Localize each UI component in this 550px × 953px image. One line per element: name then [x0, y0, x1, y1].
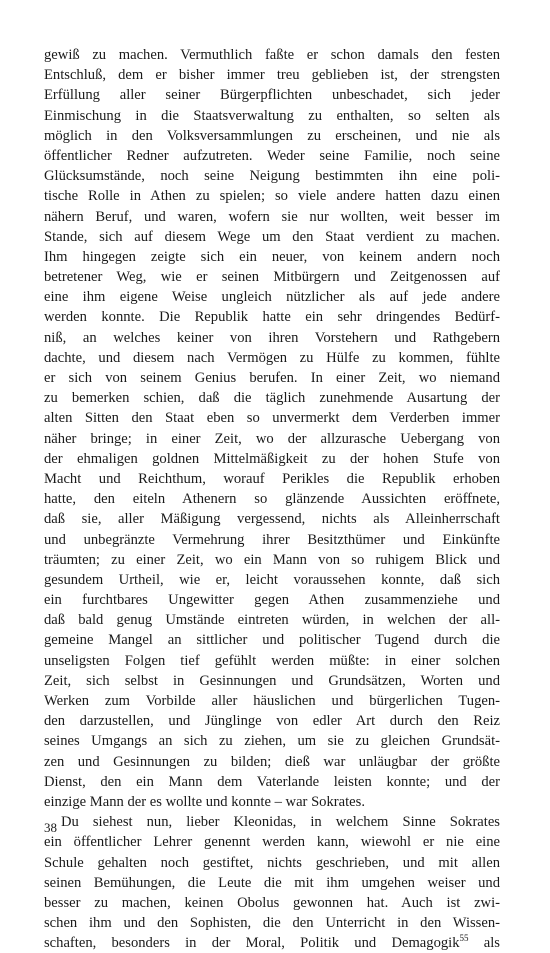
text-line: tische Rolle in Athen zu spielen; so viele andere hatten dazu einen	[44, 188, 500, 205]
text-line-tail: als	[468, 935, 500, 952]
page-number: 38	[44, 820, 57, 835]
text-line: hatte, den eiteln Athenern so glänzende Aussichten eröffnete,	[44, 491, 500, 508]
text-line: betretener Weg, wie er seinen Mitbürgern und Zeitgenossen auf	[44, 269, 500, 286]
text-line: träumten; zu einer Zeit, wo ein Mann von so ruhigem Blick und	[44, 551, 500, 568]
text-line: ein furchtbares Ungewitter gegen Athen zusammenziehe und	[44, 592, 500, 609]
text-line: Macht und Reichthum, worauf Perikles die Republik erhoben	[44, 470, 500, 487]
text-line: ein öffentlicher Lehrer genennt werden kann, wiewohl er nie eine	[44, 834, 500, 851]
text-line: besser zu machen, keinen Obolus gewonnen hat. Auch ist zwi-	[44, 894, 500, 911]
text-line: werden konnte. Die Republik hatte ein sehr dringendes Bedürf-	[44, 309, 500, 326]
text-line: gewiß zu machen. Vermuthlich faßte er schon damals den festen	[44, 47, 500, 63]
text-line: nähern Beruf, und waren, wofern sie nur wollten, weit besser im	[44, 208, 500, 225]
text-line-content: schaften, besonders in der Moral, Politik und Demagogik	[44, 935, 460, 952]
text-line: unseligsten Folgen tief gefühlt werden müßte: in einer solchen	[44, 652, 500, 669]
text-line: gesundem Urtheil, wie er, leicht voraussehen konnte, daß sich	[44, 571, 500, 588]
text-line: Schule gehalten noch gestiftet, nichts geschrieben, und mit allen	[44, 854, 500, 871]
text-line: der ehmaligen goldnen Mittelmäßigkeit zu der hohen Stufe von	[44, 450, 500, 467]
text-line: gemeine Mangel an sittlicher und politischer Tugend durch die	[44, 632, 500, 649]
text-line: Entschluß, dem er bisher immer treu geblieben ist, der strengsten	[44, 67, 500, 84]
text-line: Zeit, sich selbst in Gesinnungen und Grundsätzen, Worten und	[44, 672, 500, 689]
text-line: daß bald genug Umstände eintreten würden, in welchen der all-	[44, 612, 500, 629]
text-line: dachte, und diesem nach Vermögen zu Hülfe zu kommen, fühlte	[44, 349, 500, 366]
text-line: und unbegränzte Vermehrung ihrer Besitzthümer und Einkünfte	[44, 531, 500, 548]
text-line: den darzustellen, und Jünglinge von edler Art durch den Reiz	[44, 713, 500, 730]
text-line: zu bemerken schien, daß die täglich zunehmende Ausartung der	[44, 390, 500, 407]
text-line: öffentlicher Redner aufzutreten. Weder seine Familie, noch seine	[44, 147, 500, 164]
text-line: niß, an welches keiner von ihren Vorstehern und Rathgebern	[44, 329, 500, 346]
text-line	[44, 933, 500, 953]
text-line: seines Umgangs an sich zu ziehen, um sie zu gleichen Grundsät-	[44, 733, 500, 750]
text-line: zen und Gesinnungen zu bilden; dieß war unläugbar der größte	[44, 753, 500, 770]
text-line: näher bringe; in einer Zeit, wo der allzurasche Uebergang von	[44, 430, 500, 447]
text-line: Werken zum Vorbilde aller häuslichen und bürgerlichen Tugen-	[44, 693, 500, 709]
text-line: möglich in den Volksversammlungen zu erscheinen, und nie als	[44, 127, 500, 144]
text-line: eine ihm eigene Weise ungleich nützlicher als auf jede andere	[44, 289, 500, 306]
text-line: Glücksumstände, noch seine Neigung bestimmten ihn eine poli-	[44, 168, 500, 185]
text-line: daß sie, aller Mäßigung vergessend, nichts als Alleinherrschaft	[44, 511, 500, 528]
text-line: schen ihm und den Sophisten, die den Unterricht in den Wissen-	[44, 915, 500, 932]
text-line: Erfüllung aller seiner Bürgerpflichten unbeschadet, sich jeder	[44, 87, 500, 104]
text-line: Dienst, den ein Mann dem Vaterlande leisten konnte; und der	[44, 773, 500, 790]
text-line: alten Sitten den Staat eben so unvermerkt dem Verderben immer	[44, 410, 500, 427]
page-body-text	[44, 45, 500, 953]
text-line: Einmischung in die Staatsverwaltung zu enthalten, so selten als	[44, 107, 500, 124]
text-line: Du siehest nun, lieber Kleonidas, in welchem Sinne Sokrates	[61, 814, 500, 831]
text-line: Ihm hingegen zeigte sich ein neuer, von keinem andern noch	[44, 248, 500, 265]
text-line: einzige Mann der es wollte und konnte – war Sokrates.	[44, 793, 365, 810]
text-line: Stande, sich auf diesem Wege um den Staat verdient zu machen.	[44, 228, 500, 245]
text-line: seinen Bemühungen, die Leute die mit ihm umgehen weiser und	[44, 874, 500, 891]
text-line: er sich von seinem Genius berufen. In einer Zeit, wo niemand	[44, 370, 500, 386]
footnote-marker[interactable]: 55	[459, 933, 469, 944]
